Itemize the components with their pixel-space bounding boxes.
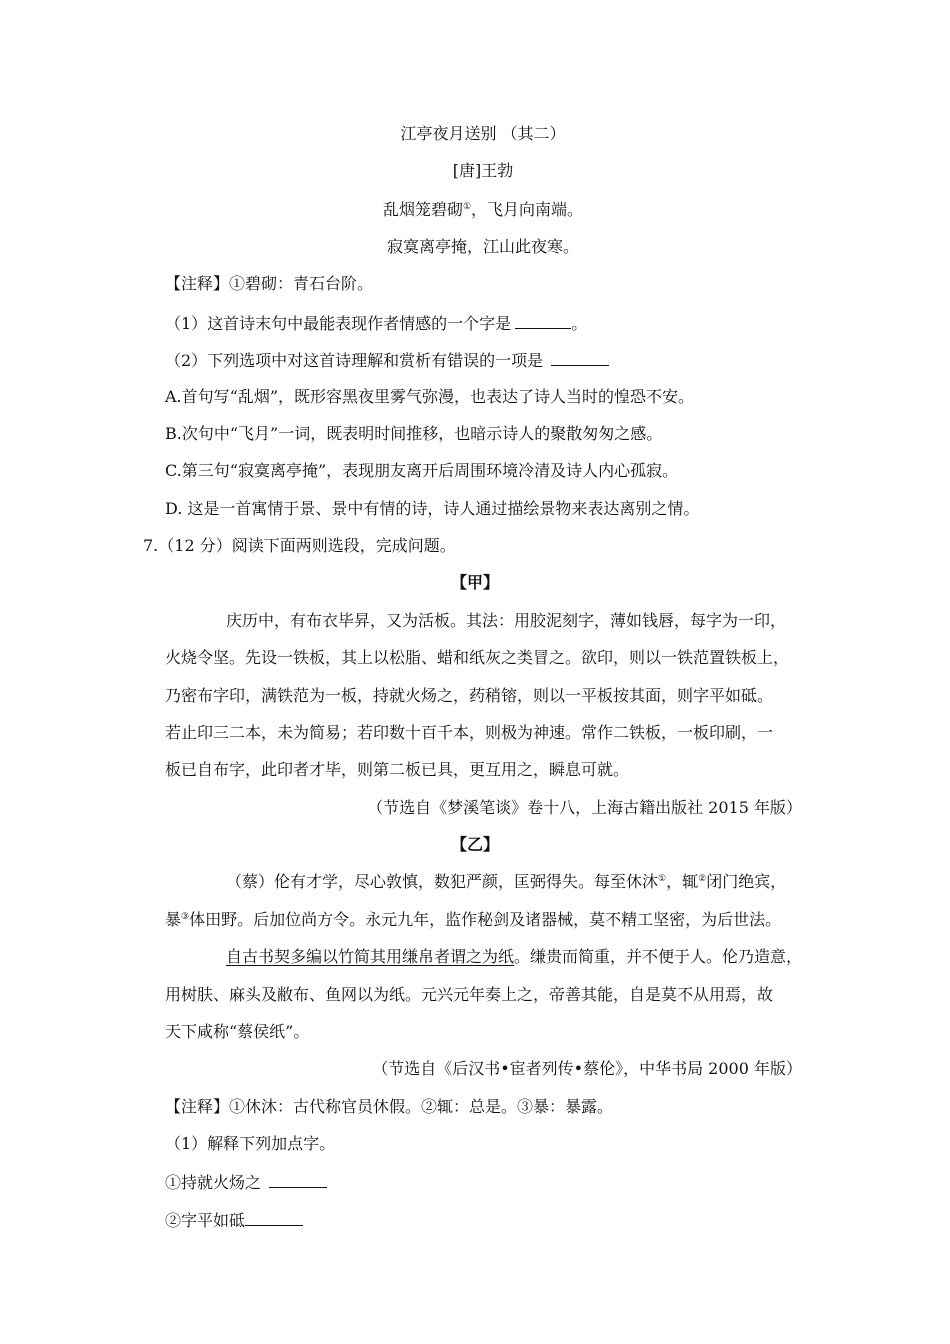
passage-jia-line: 板已自布字，此印者才毕，则第二板已具，更互用之，瞬息可就。 [165,760,630,779]
passage-yi-line-4: 用树肤、麻头及敝布、鱼网以为纸。元兴元年奏上之，帝善其能，自是莫不从用焉，故 [165,985,774,1004]
passage-yi-text: 闭门绝宾， [706,872,787,891]
poem-line-2: 寂寞离亭掩，江山此夜寒。 [386,237,579,256]
footnote-marker: ① [658,874,667,884]
question-7-1-item-1 [165,1171,327,1193]
option-a: A.首句写“乱烟”，既形容黑夜里雾气弥漫，也表达了诗人当时的惶恐不安。 [165,387,695,406]
passage-yi-line-3 [226,947,802,967]
question-7-1-item-2 [165,1209,303,1231]
poem-line-1-a: 乱烟笼碧砌 [382,200,463,219]
answer-blank[interactable] [245,1209,303,1226]
answer-blank[interactable] [551,349,609,366]
poem-annotation: 【注释】①碧砌：青石台阶。 [165,274,374,293]
passage-jia-line: 乃密布字印，满铁范为一板，持就火炀之，药稍镕，则以一平板按其面，则字平如砥。 [165,686,774,705]
footnote-marker: ① [462,202,472,212]
option-b: B.次句中“飞月”一词，既表明时间推移，也暗示诗人的聚散匆匆之感。 [165,424,663,443]
passage-jia-line: 若止印三二本，未为简易；若印数十百千本，则极为神速。常作二铁板，一板印刷，一 [165,723,774,742]
question-6-2-text: （2）下列选项中对这首诗理解和赏析有错误的一项是 [165,351,544,370]
passage-yi-label: 【乙】 [450,835,499,854]
q7-annotation: 【注释】①休沐：古代称官员休假。②辄：总是。③暴：暴露。 [165,1097,614,1116]
passage-yi-line-1 [226,872,786,892]
passage-yi-text: 暴 [165,910,182,929]
footnote-marker: ③ [181,912,190,922]
passage-yi-text: ，辄 [666,872,699,891]
option-d: D. 这是一首寓情于景、景中有情的诗，诗人通过描绘景物来表达离别之情。 [165,499,700,518]
passage-yi-text: 体田野。后加位尚方令。永元九年，监作秘剑及诸器械，莫不精工坚密，为后世法。 [189,910,782,929]
answer-blank[interactable] [515,312,571,329]
underlined-sentence: 自古书契多编以竹简其用缣帛者谓之为纸 [226,947,515,966]
question-6-1-end: 。 [571,314,588,333]
passage-jia-line: 火烧令坚。先设一铁板，其上以松脂、蜡和纸灰之类冒之。欲印，则以一铁范置铁板上， [165,648,790,667]
item-text: ②字平如砥 [165,1211,246,1230]
passage-yi-line-5: 天下咸称“蔡侯纸”。 [165,1022,310,1041]
passage-jia-source: （节选自《梦溪笔谈》卷十八，上海古籍出版社 2015 年版） [367,798,802,817]
item-text: ①持就火炀之 [165,1173,262,1192]
passage-jia-label: 【甲】 [450,573,499,592]
question-6-2 [165,349,609,371]
passage-yi-text: 。缣贵而简重，并不便于人。伦乃造意， [514,947,803,966]
option-c: C.第三句“寂寞离亭掩”，表现朋友离开后周围环境冷清及诗人内心孤寂。 [165,461,679,480]
footnote-marker: ② [698,874,707,884]
answer-blank[interactable] [269,1171,327,1188]
passage-yi-source: （节选自《后汉书•宦者列传•蔡伦》，中华书局 2000 年版） [372,1059,802,1078]
passage-yi-text: （蔡）伦有才学，尽心敦慎，数犯严颜，匡弼得失。每至休沐 [226,872,659,891]
poem-title: 江亭夜月送别 （其二） [400,124,566,143]
question-7-heading: 7.（12 分）阅读下面两则选段，完成问题。 [143,536,456,555]
question-7-1: （1）解释下列加点字。 [165,1134,336,1153]
passage-jia-line: 庆历中，有布衣毕昇，又为活板。其法：用胶泥刻字，薄如钱唇，每字为一印， [226,611,787,630]
poem-line-1 [0,200,950,220]
poem-author: [唐]王勃 [452,161,514,180]
passage-yi-line-2 [165,910,781,930]
poem-line-1-b: ，飞月向南端。 [471,200,584,219]
question-6-1 [165,312,587,334]
question-6-1-text: （1）这首诗末句中最能表现作者情感的一个字是 [165,314,512,333]
